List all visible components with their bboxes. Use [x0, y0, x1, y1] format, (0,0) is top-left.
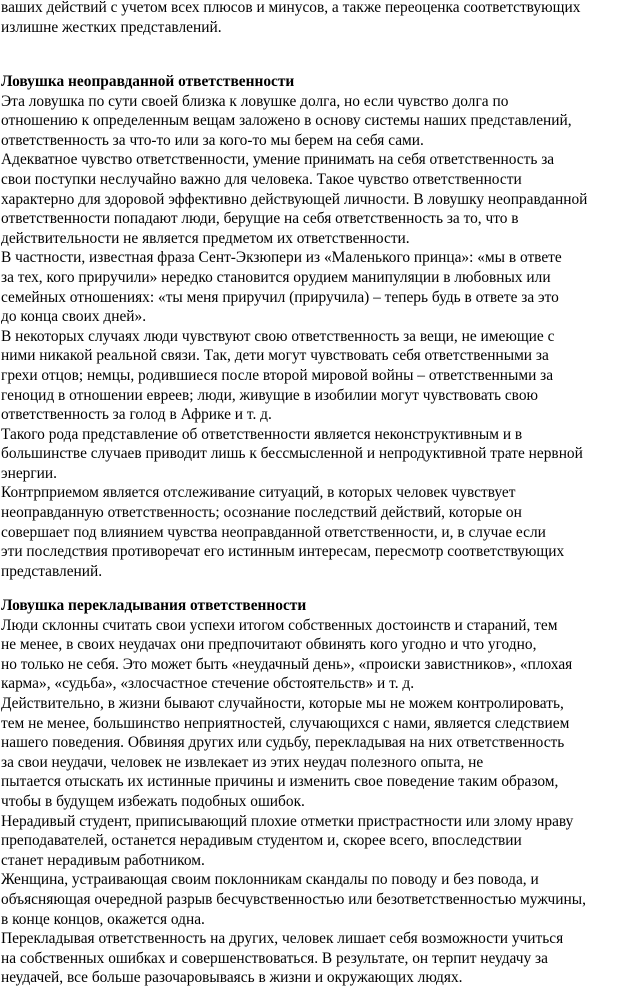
- text-line: ними никакой реальной связи. Так, дети могут чувствовать себя ответственными за: [1, 347, 549, 365]
- text-line: не менее, в своих неудачах они предпочитают обвинять кого угодно и что угодно,: [1, 636, 537, 654]
- text-line: Нерадивый студент, приписывающий плохие отметки пристрастности или злому нраву: [1, 812, 574, 830]
- text-line: свои поступки неслучайно важно для человека. Такое чувство ответственности: [1, 170, 522, 188]
- text-line: ответственность за что-то или за кого-то мы берем на себя сами.: [1, 131, 424, 149]
- text-line: эти последствия противоречат его истинным интересам, пересмотр соответствующих: [1, 543, 565, 561]
- text-line: В некоторых случаях люди чувствуют свою ответственность за вещи, не имеющие с: [1, 327, 555, 345]
- text-line: за свои неудачи, человек не извлекает из этих неудач полезного опыта, не: [1, 753, 484, 771]
- text-line: Адекватное чувство ответственности, умение принимать на себя ответственность за: [1, 151, 555, 169]
- text-line: Женщина, устраивающая своим поклонникам скандалы по поводу и без повода, и: [1, 871, 539, 889]
- text-line: Перекладывая ответственность на других, человек лишает себя возможности учиться: [1, 930, 564, 948]
- text-line: совершает под влиянием чувства неоправданной ответственности, и, в случае если: [1, 523, 546, 541]
- text-line: но только не себя. Это может быть «неудачный день», «происки завистников», «плохая: [1, 655, 573, 673]
- text-line: В частности, известная фраза Сент-Экзюпери из «Маленького принца»: «мы в ответе: [1, 249, 562, 267]
- text-line: ответственности попадают люди, берущие на себя ответственность за то, что в: [1, 210, 519, 228]
- text-line: чтобы в будущем избежать подобных ошибок.: [1, 792, 305, 810]
- text-line: семейных отношениях: «ты меня приручил (приручила) – теперь будь в ответе за это: [1, 288, 559, 306]
- text-line: ответственность за голод в Африке и т. д.: [1, 406, 272, 424]
- intro-paragraph: [0, 0, 620, 37]
- section-unjustified-responsibility: [0, 72, 620, 581]
- section-heading: Ловушка перекладывания ответственности: [1, 597, 307, 614]
- text-line: на собственных ошибках и совершенствоваться. В результате, он терпит неудачу за: [1, 949, 548, 967]
- text-line: в конце концов, окажется одна.: [1, 910, 205, 928]
- text-line: до конца своих дней».: [1, 308, 147, 326]
- section-shifting-responsibility: [0, 596, 620, 988]
- text-line: излишне жестких представлений.: [1, 18, 222, 36]
- text-line: объясняющая очередной разрыв бесчувственностью или безответственностью мужчины,: [1, 890, 586, 908]
- text-line: большинстве случаев приводит лишь к бессмысленной и непродуктивной трате нервной: [1, 445, 583, 463]
- text-line: станет нерадивым работником.: [1, 851, 205, 869]
- text-line: карма», «судьба», «злосчастное стечение обстоятельств» и т. д.: [1, 675, 415, 693]
- text-line: Действительно, в жизни бывают случайности, которые мы не можем контролировать,: [1, 694, 564, 712]
- text-line: грехи отцов; немцы, родившиеся после второй мировой войны – ответственными за: [1, 366, 554, 384]
- text-line: Люди склонны считать свои успехи итогом собственных достоинств и стараний, тем: [1, 616, 558, 634]
- text-line: Эта ловушка по сути своей близка к ловушке долга, но если чувство долга по: [1, 92, 509, 110]
- section-heading: Ловушка неоправданной ответственности: [1, 73, 295, 90]
- text-line: действительности не является предметом их ответственности.: [1, 229, 410, 247]
- text-line: пытается отыскать их истинные причины и изменить свое поведение таким образом,: [1, 773, 559, 791]
- text-line: нашего поведения. Обвиняя других или судьбу, перекладывая на них ответственность: [1, 734, 565, 752]
- text-line: энергии.: [1, 464, 58, 482]
- text-line: преподавателей, останется нерадивым студентом и, скорее всего, впоследствии: [1, 832, 522, 850]
- text-line: отношению к определенным вещам заложено в основу системы наших представлений,: [1, 112, 572, 130]
- text-line: Контрприемом является отслеживание ситуаций, в которых человек чувствует: [1, 484, 516, 502]
- text-line: тем не менее, большинство неприятностей, случающихся с нами, является следствием: [1, 714, 570, 732]
- text-line: неудачей, все больше разочаровываясь в жизни и окружающих людях.: [1, 969, 463, 987]
- text-line: ваших действий с учетом всех плюсов и минусов, а также переоценка соответствующих: [1, 0, 581, 16]
- text-line: представлений.: [1, 562, 103, 580]
- text-line: неоправданную ответственность; осознание последствий действий, которые он: [1, 504, 522, 522]
- text-line: геноцид в отношении евреев; люди, живущие в изобилии могут чувствовать свою: [1, 386, 539, 404]
- text-line: за тех, кого приручили» нередко становится орудием манипуляции в любовных или: [1, 268, 551, 286]
- text-line: характерно для здоровой эффективно действующей личности. В ловушку неоправданной: [1, 190, 588, 208]
- text-line: Такого рода представление об ответственности является неконструктивным и в: [1, 425, 523, 443]
